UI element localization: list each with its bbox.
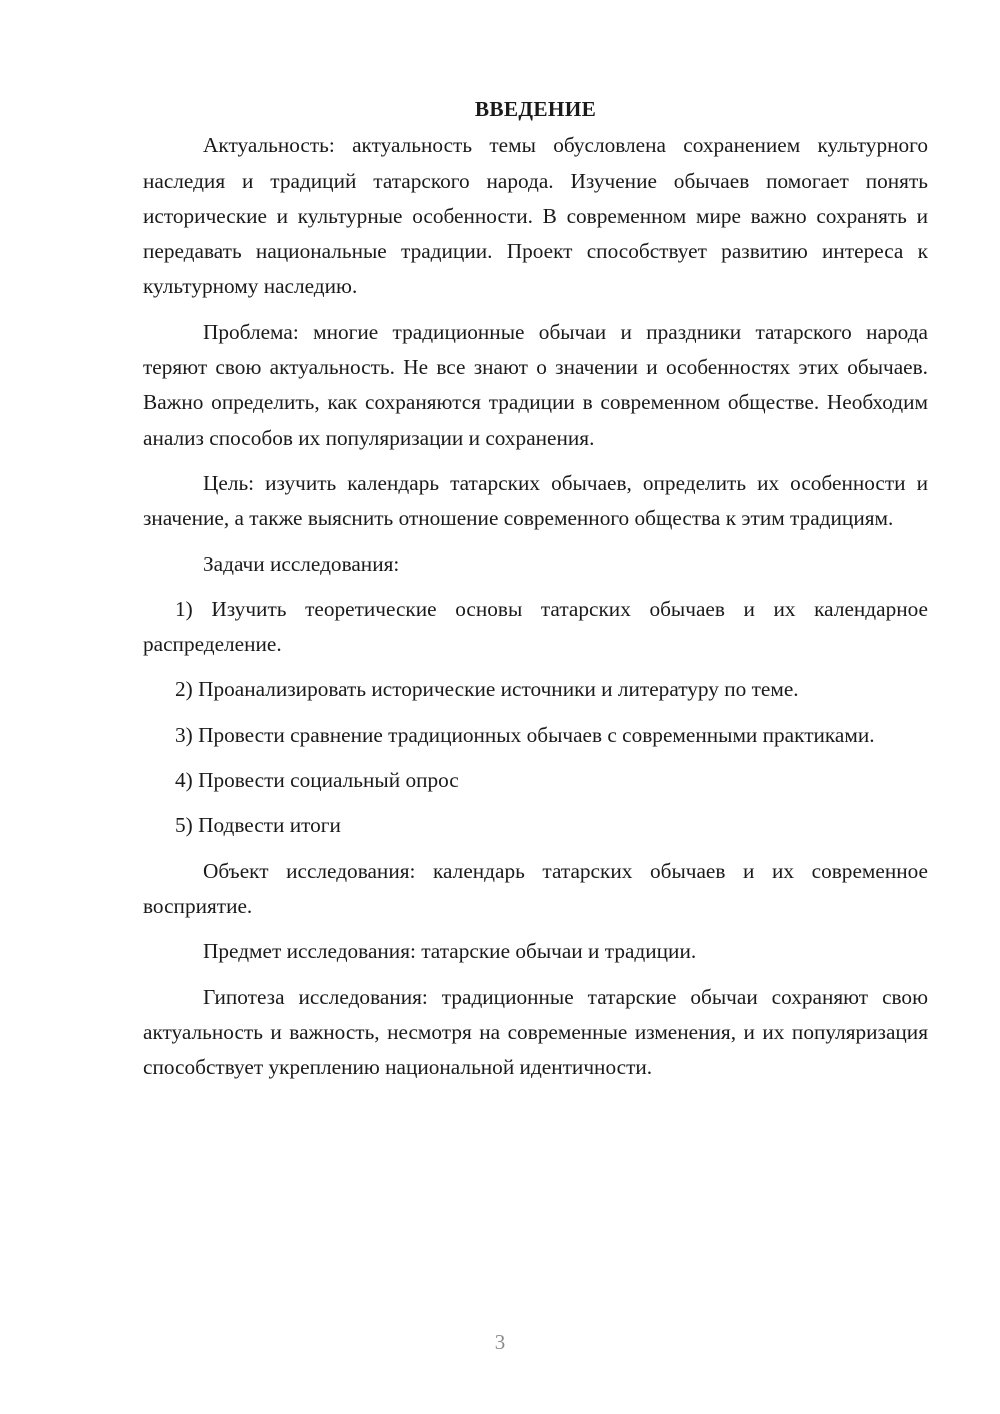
subject-paragraph: Предмет исследования: татарские обычаи и традиции. [203,939,697,964]
goal-paragraph: Цель: изучить календарь татарских обычаев, определить их особенности и значение, а также выяснить отношение современного общества к этим традициям. [143,470,928,531]
hypothesis-paragraph: Гипотеза исследования: традиционные татарские обычаи сохраняют свою актуальность и важность, несмотря на современные изменения, и их популяризация способствует укреплению национальной идентичности. [143,984,928,1080]
task-item: 2) Проанализировать исторические источники и литературу по теме. [175,677,799,702]
section-title: ВВЕДЕНИЕ [474,97,597,121]
task-item: 5) Подвести итоги [175,813,341,838]
task-item: 4) Провести социальный опрос [175,768,459,793]
document-page [143,92,928,1095]
task-item: 3) Провести сравнение традиционных обычаев с современными практиками. [175,722,875,747]
page-number: 3 [494,1330,506,1354]
problem-paragraph: Проблема: многие традиционные обычаи и праздники татарского народа теряют свою актуальность. Не все знают о значении и особенностях этих обычаев. Важно определить, как сохраняются традиции в современном обществе. Необходим анализ способов их популяризации и сохранения. [143,319,928,450]
task-item: 1) Изучить теоретические основы татарских обычаев и их календарное распределение. [143,596,928,657]
object-paragraph: Объект исследования: календарь татарских обычаев и их современное восприятие. [143,858,928,918]
tasks-heading: Задачи исследования: [203,551,400,576]
relevance-paragraph: Актуальность: актуальность темы обусловлена сохранением культурного наследия и традиций татарского народа. Изучение обычаев помогает понять исторические и культурные особенности. В современном мире важно сохранять и передавать национальные традиции. Проект способствует развитию интереса к культурному наследию. [143,133,928,299]
